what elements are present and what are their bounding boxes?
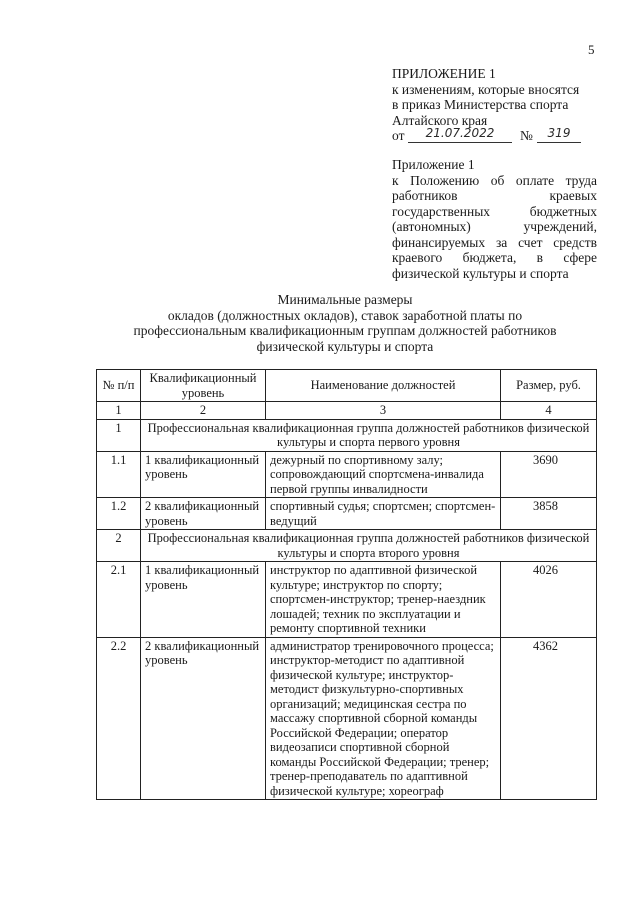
table-row [97, 498, 597, 530]
appendix-2-title: Приложение 1 [392, 157, 475, 172]
table-row [97, 562, 597, 638]
salary-size: 3690 [501, 451, 597, 498]
appendix-2-line: государственных бюджетных [392, 203, 597, 219]
positions-list: дежурный по спортивному залу; сопровождающий спортсмена-инвалида первой группы инвалидности [266, 451, 501, 498]
header-cell-num: № п/п [97, 370, 141, 402]
table-row [97, 637, 597, 800]
column-number: 4 [501, 402, 597, 420]
group-number: 2 [97, 530, 141, 562]
row-number: 1.2 [97, 498, 141, 530]
title-line: профессиональным квалификационным группам должностей работников [133, 323, 557, 338]
appendix-2-line: финансируемых за счет средств [392, 234, 597, 250]
appendix-1-line: к изменениям, которые вносятся [392, 81, 580, 97]
title-line: Минимальные размеры [277, 292, 413, 307]
salary-size: 3858 [501, 498, 597, 530]
appendix-1-block [392, 66, 592, 145]
number-underline [537, 142, 581, 143]
column-number: 1 [97, 402, 141, 420]
appendix-2-block [392, 157, 597, 281]
document-title [100, 292, 590, 354]
appendix-2-line: физической культуры и спорта [392, 265, 569, 281]
row-number: 1.1 [97, 451, 141, 498]
header-cell-level: Квалификационный уровень [141, 370, 266, 402]
header-cell-size: Размер, руб. [501, 370, 597, 402]
table-row [97, 451, 597, 498]
salary-size: 4026 [501, 562, 597, 638]
date-underline [408, 142, 512, 143]
appendix-2-line: работников краевых [392, 188, 597, 203]
date-label: от [392, 128, 405, 143]
appendix-2-line: (автономных) учреждений, [392, 219, 597, 234]
group-row [97, 530, 597, 562]
group-number: 1 [97, 419, 141, 451]
number-label: № [520, 128, 533, 143]
header-cell-positions: Наименование должностей [266, 370, 501, 402]
handwritten-number: 319 [547, 126, 571, 140]
order-date-number-line [392, 128, 592, 145]
group-title: Профессиональная квалификационная группа должностей работников физической культуры и спорта первого уровня [141, 419, 597, 451]
positions-list: спортивный судья; спортсмен; спортсмен-ведущий [266, 498, 501, 530]
column-number: 3 [266, 402, 501, 420]
page-number: 5 [588, 42, 595, 57]
group-title: Профессиональная квалификационная группа должностей работников физической культуры и спорта второго уровня [141, 530, 597, 562]
column-number-row [97, 402, 597, 420]
positions-list: администратор тренировочного процесса; инструктор-методист по адаптивной физической культуре; инструктор-методист физкультурно-спортивных организаций; медицинская сестра по массажу спортивной сборной команды Российской Федерации; оператор видеозаписи спортивной сборной команды Российской Федерации; тренер; тренер-преподаватель по адаптивной физической культуре; хореограф [266, 637, 501, 800]
title-line: физической культуры и спорта [256, 338, 434, 354]
positions-list: инструктор по адаптивной физической культуре; инструктор по спорту; спортсмен-инструктор; тренер-наездник лошадей; техник по эксплуатации и ремонту спортивной техники [266, 562, 501, 638]
row-number: 2.2 [97, 637, 141, 800]
appendix-1-line: в приказ Министерства спорта [392, 97, 569, 112]
salary-table [96, 369, 597, 800]
table-header-row [97, 370, 597, 402]
title-line: окладов (должностных окладов), ставок заработной платы по [167, 307, 523, 323]
qualification-level: 2 квалификационный уровень [141, 498, 266, 530]
qualification-level: 2 квалификационный уровень [141, 637, 266, 800]
appendix-1-title: ПРИЛОЖЕНИЕ 1 [392, 66, 496, 81]
group-row [97, 419, 597, 451]
row-number: 2.1 [97, 562, 141, 638]
appendix-2-line: к Положению об оплате труда [392, 172, 597, 188]
qualification-level: 1 квалификационный уровень [141, 562, 266, 638]
appendix-2-line: краевого бюджета, в сфере [392, 250, 597, 265]
appendix-1-line: Алтайского края [392, 112, 488, 128]
handwritten-date: 21.07.2022 [425, 126, 495, 140]
qualification-level: 1 квалификационный уровень [141, 451, 266, 498]
salary-size: 4362 [501, 637, 597, 800]
column-number: 2 [141, 402, 266, 420]
